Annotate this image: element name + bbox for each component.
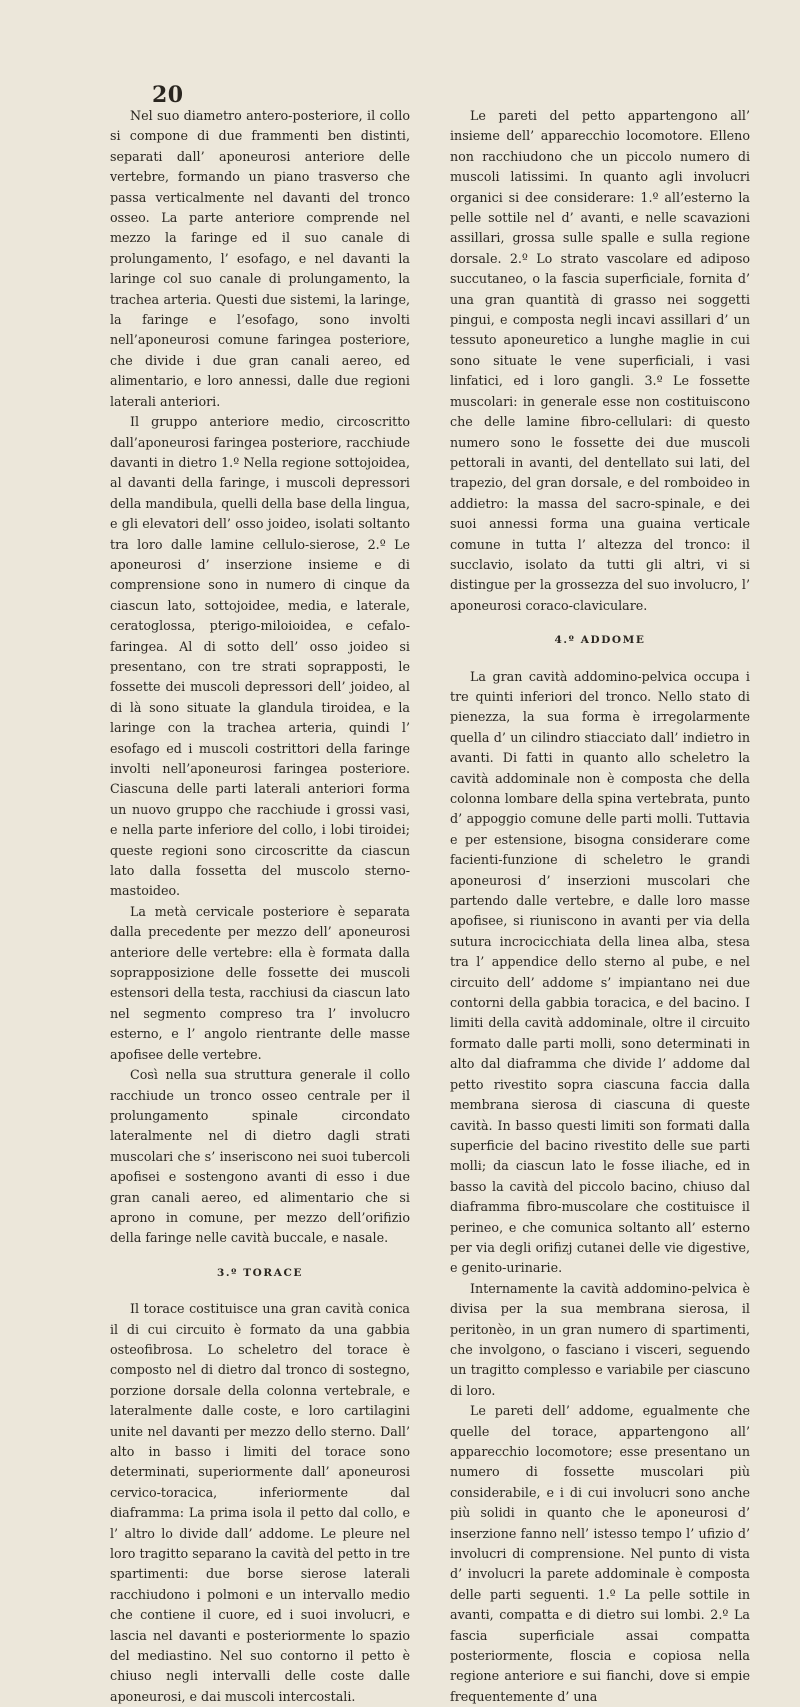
paragraph: Il torace costituisce una gran cavità conica il di cui circuito è formato da una gabbia osteofibrosa. Lo scheletro del torace è composto nel di dietro dal tronco di sostegno, porzione dorsale della colonna vertebrale, e lateralmente dalle coste, e loro cartilagini unite nel davanti per mezzo dello sterno. Dall’ alto in basso i limiti del torace sono determinati, superiormente dall’ aponeurosi cervico-toracica, inferiormente dal diaframma: La prima isola il petto dal collo, e l’ altro lo divide dall’ addome. Le pleure nel loro tragitto separano la cavità del petto in tre spartimenti: due borse sierose laterali racchiudono i polmoni e un intervallo medio che contiene il cuore, ed i suoi involucri, e lascia nel davanti e posteriormente lo spazio del mediastino. Nel suo contorno il petto è chiuso negli intervalli delle coste dalle aponeurosi, e dai muscoli intercostali. [110, 1301, 410, 1704]
right-column [450, 106, 750, 1707]
left-column [110, 106, 410, 1707]
paragraph: Il gruppo anteriore medio, circoscritto dall’aponeurosi faringea posteriore, racchiude davanti in dietro 1.º Nella regione sottojoidea, al davanti della faringe, i muscoli depressori della mandibula, quelli della base della lingua, e gli elevatori dell’ osso joideo, isolati soltanto tra loro dalle lamine cellulo-sierose, 2.º Le aponeurosi d’ inserzione insieme e di comprensione sono in numero di cinque da ciascun lato, sottojoidee, media, e laterale, ceratoglossa, pterigo-miloioidea, e cefalo-faringea. Al di sotto dell’ osso joideo si presentano, con tre strati soprapposti, le fossette dei muscoli depressori dell’ joideo, al di là sono situate la glandula tiroidea, e la laringe con la trachea arteria, quindi l’ esofago ed i muscoli costrittori della faringe involti nell’aponeurosi faringea posteriore. Ciascuna delle parti laterali anteriori forma un nuovo gruppo che racchiude i grossi vasi, e nella parte inferiore del collo, i lobi tiroidei; queste regioni sono circoscritte da ciascun lato dalla fossetta del muscolo sterno-mastoideo. [110, 414, 410, 899]
paragraph: Le pareti del petto appartengono all’ insieme dell’ apparecchio locomotore. Elleno non racchiudono che un piccolo numero di muscoli latissimi. In quanto agli involucri organici si dee considerare: 1.º all’esterno la pelle sottile nel d’ avanti, e nelle scavazioni assillari, grossa sulle spalle e sulla regione dorsale. 2.º Lo strato vascolare ed adiposo succutaneo, o la fascia superficiale, fornita d’ una gran quantità di grasso nei soggetti pingui, e composta negli incavi assillari d’ un tessuto aponeuretico a lunghe maglie in cui sono situate le vene superficiali, i vasi linfatici, ed i loro gangli. 3.º Le fossette muscolari: in generale esse non costituiscono che delle lamine fibro-cellulari: di questo numero sono le fossette dei due muscoli pettorali in avanti, del dentellato sui lati, del trapezio, del gran dorsale, e del romboideo in addietro: la massa del sacro-spinale, e dei suoi annessi forma una guaina verticale comune in tutta l’ altezza del tronco: il succlavio, isolato da tutti gli altri, vi si distingue per la grossezza del suo involucro, l’ aponeurosi coraco-claviculare. [450, 108, 750, 613]
paragraph: La metà cervicale posteriore è separata dalla precedente per mezzo dell’ aponeurosi anteriore delle vertebre: ella è formata dalla soprapposizione delle fossette dei muscoli estensori della testa, racchiusi da ciascun lato nel segmento compreso tra l’ involucro esterno, e l’ angolo rientrante delle masse apofisee delle vertebre. [110, 903, 410, 1062]
page-number: 20 [152, 82, 184, 108]
paragraph: La gran cavità addomino-pelvica occupa i tre quinti inferiori del tronco. Nello stato di pienezza, la sua forma è irregolarmente quella d’ un cilindro stiacciato dall’ indietro in avanti. Di fatti in quanto allo scheletro la cavità addominale non è composta che della colonna lombare della spina vertebrata, punto d’ appoggio comune delle parti molli. Tuttavia e per estensione, bisogna considerare come facienti-funzione di scheletro le grandi aponeurosi d’ inserzioni muscolari che partendo dalle vertebre, e dalle loro masse apofisee, si riuniscono in avanti per via della sutura incrocicchiata della linea alba, stesa tra l’ appendice dello sterno al pube, e nel circuito dell’ addome s’ impiantano nei due contorni della gabbia toracica, e del bacino. I limiti della cavità addominale, oltre il circuito formato dalle parti molli, sono determinati in alto dal diaframma che divide l’ addome dal petto rivestito sopra ciascuna faccia dalla membrana sierosa di ciascuna di queste cavità. In basso questi limiti son formati dalla superficie del bacino rivestito delle sue parti molli; da ciascun lato le fosse iliache, ed in basso la cavità del piccolo bacino, chiuso dal diaframma fibro-muscolare che costituisce il perineo, e che comunica soltanto all’ esterno per via degli orifizj cutanei delle vie digestive, e genito-urinarie. [450, 668, 750, 1276]
paragraph: Nel suo diametro antero-posteriore, il collo si compone di due frammenti ben distinti, separati dall’ aponeurosi anteriore delle vertebre, formando un piano trasverso che passa verticalmente nel davanti del tronco osseo. La parte anteriore comprende nel mezzo la faringe ed il suo canale di prolungamento, l’ esofago, e nel davanti la laringe col suo canale di prolungamento, la trachea arteria. Questi due sistemi, la laringe, la faringe e l’esofago, sono involti nell’aponeurosi comune faringea posteriore, che divide i due gran canali aereo, ed alimentario, e loro annessi, dalle due regioni laterali anteriori. [110, 108, 410, 409]
paragraph: Così nella sua struttura generale il collo racchiude un tronco osseo centrale per il prolungamento spinale circondato lateralmente nel di dietro dagli strati muscolari che s’ inseriscono nei suoi tubercoli apofisei e sostengono avanti di esso i due gran canali aereo, ed alimentario che si aprono in comune, per mezzo dell’orifizio della faringe nelle cavità buccale, e nasale. [110, 1067, 410, 1246]
paragraph: Le pareti dell’ addome, egualmente che quelle del torace, appartengono all’ apparecchio locomotore; esse presentano un numero di fossette muscolari più considerabile, e i di cui involucri sono anche più solidi in quanto che le aponeurosi d’ inserzione fanno nell’ istesso tempo l’ ufizio d’ involucri di comprensione. Nel punto di vista d’ involucri la parete addominale è composta delle parti seguenti. 1.º La pelle sottile in avanti, compatta e di dietro sui lombi. 2.º La fascia superficiale assai compatta posteriormente, floscia e copiosa nella regione anteriore e sui fianchi, dove si empie frequentemente d’ una [450, 1403, 750, 1704]
paragraph: Internamente la cavità addomino-pelvica è divisa per la sua membrana sierosa, il peritonèo, in un gran numero di spartimenti, che involgono, o fasciano i visceri, seguendo un tragitto complesso e variabile per ciascuno di loro. [450, 1280, 750, 1398]
section-heading-addome: 4.º ADDOME [554, 634, 646, 647]
section-heading-torace: 3.º TORACE [216, 1266, 304, 1279]
